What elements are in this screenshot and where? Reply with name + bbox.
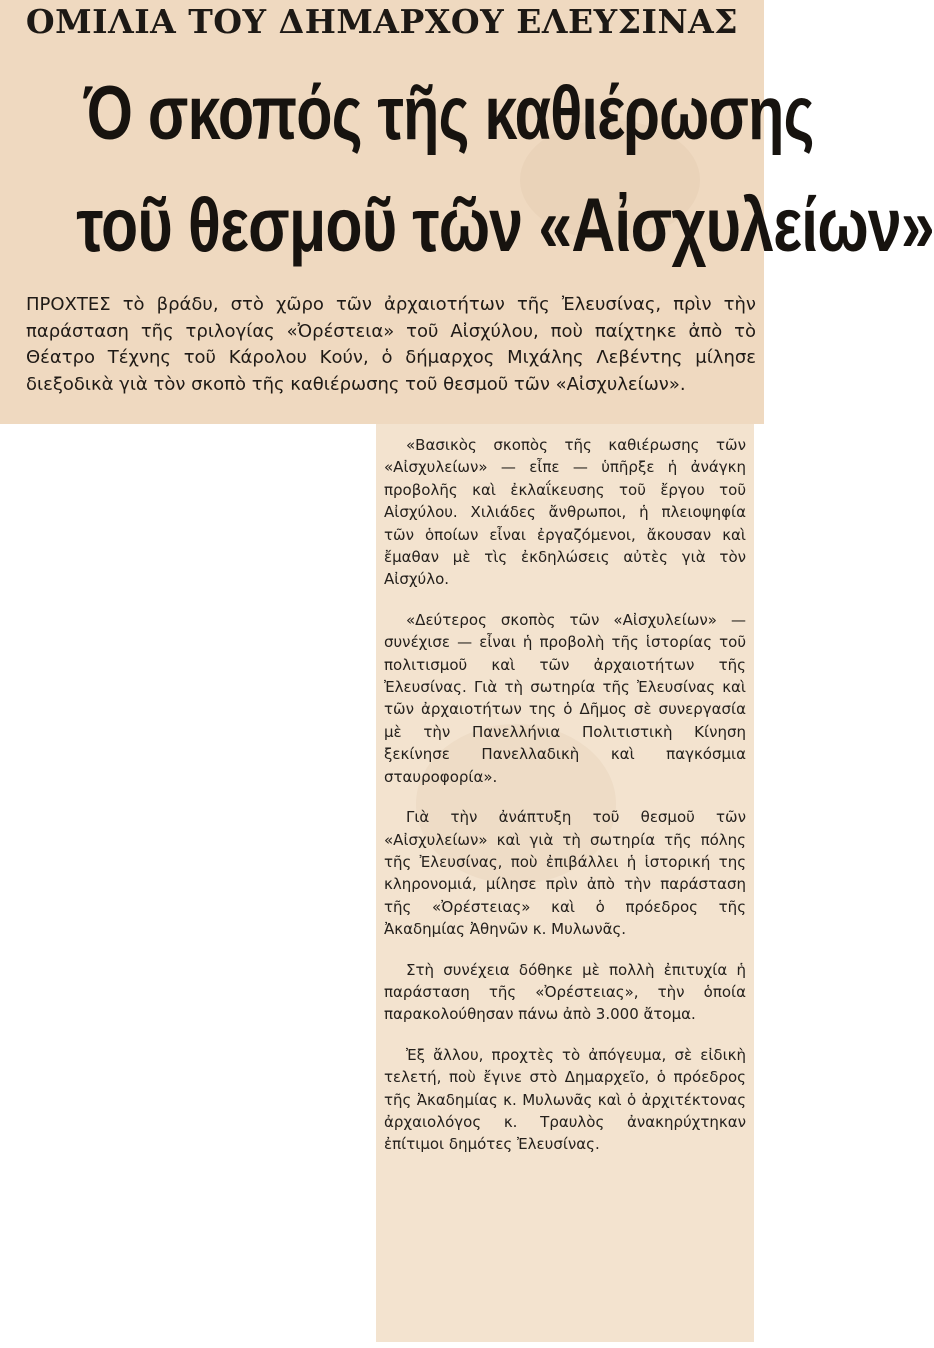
article-paragraph: Γιὰ τὴν ἀνάπτυξη τοῦ θεσμοῦ τῶν «Αἰσχυλείων» καὶ γιὰ τὴ σωτηρία τῆς πόλης τῆς Ἐλευσίνας, ποὺ ἐπιβάλλει ἡ ἱστορική της κληρονομιά, μίλησε πρὶν ἀπὸ τὴν παράσταση τῆς «Ὀρέστειας» καὶ ὁ πρόεδρος τῆς Ἀκαδημίας Ἀθηνῶν κ. Μυλωνᾶς. <box>384 808 746 939</box>
article-paragraph: «Δεύτερος σκοπὸς τῶν «Αἰσχυλείων» — συνέχισε — εἶναι ἡ προβολὴ τῆς ἱστορίας τοῦ πολιτισμοῦ καὶ τῶν ἀρχαιοτήτων τῆς Ἐλευσίνας. Γιὰ τὴ σωτηρία τῆς Ἐλευσίνας καὶ τῶν ἀρχαιοτήτων της ὁ Δῆμος σὲ συνεργασία μὲ τὴν Πανελλήνια Πολιτιστικὴ Κίνηση ξεκίνησε Πανελλαδικὴ καὶ παγκόσμια σταυροφορία». <box>384 610 746 786</box>
clipping-column <box>376 424 754 1342</box>
article-lead: ΠΡΟΧΤΕΣ τὸ βράδυ, στὸ χῶρο τῶν ἀρχαιοτήτων τῆς Ἐλευσίνας, πρὶν τὴν παράσταση τῆς τριλογίας «Ὀρέστεια» τοῦ Αἰσχύλου, ποὺ παίχτηκε ἀπὸ τὸ Θέατρο Τέχνης τοῦ Κάρολου Κούν, ὁ δήμαρχος Μιχάλης Λεβέντης μίλησε διεξοδικὰ γιὰ τὸν σκοπὸ τῆς καθιέρωσης τοῦ θεσμοῦ τῶν «Αἰσχυλείων». <box>26 294 756 395</box>
article-headline-line-1: Ό σκοπός τῆς καθιέρωσης <box>84 71 814 156</box>
article-headline-line-2: τοῦ θεσμοῦ τῶν «Αἰσχυλείων» <box>76 183 934 268</box>
article-paragraph: «Βασικὸς σκοπὸς τῆς καθιέρωσης τῶν «Αἰσχυλείων» — εἶπε — ὑπῆρξε ἡ ἀνάγκη προβολῆς καὶ ἐκλαΐκευσης τοῦ ἔργου τοῦ Αἰσχύλου. Χιλιάδες ἄνθρωποι, ἡ πλειοψηφία τῶν ὁποίων εἶναι ἐργαζόμενοι, ἄκουσαν καὶ ἔμαθαν μὲ τὶς ἐκδηλώσεις αὐτὲς γιὰ τὸν Αἰσχύλο. <box>384 436 746 589</box>
article-paragraph: Στὴ συνέχεια δόθηκε μὲ πολλὴ ἐπιτυχία ἡ παράσταση τῆς «Ὀρέστειας», τὴν ὁποία παρακολούθησαν πάνω ἀπὸ 3.000 ἄτομα. <box>384 960 746 1024</box>
article-kicker: ΟΜΙΛΙΑ ΤΟΥ ΔΗΜΑΡΧΟΥ ΕΛΕΥΣΙΝΑΣ <box>25 2 739 41</box>
article-paragraph: Ἐξ ἄλλου, προχτὲς τὸ ἀπόγευμα, σὲ εἰδικὴ τελετή, ποὺ ἔγινε στὸ Δημαρχεῖο, ὁ πρόεδρος τῆς Ἀκαδημίας κ. Μυλωνᾶς καὶ ὁ ἀρχιτέκτονας ἀρχαιολόγος κ. Τραυλὸς ἀνακηρύχτηκαν ἐπίτιμοι δημότες Ἐλευσίνας. <box>384 1045 746 1154</box>
clipping-header <box>0 0 934 424</box>
article-body <box>384 434 746 1174</box>
